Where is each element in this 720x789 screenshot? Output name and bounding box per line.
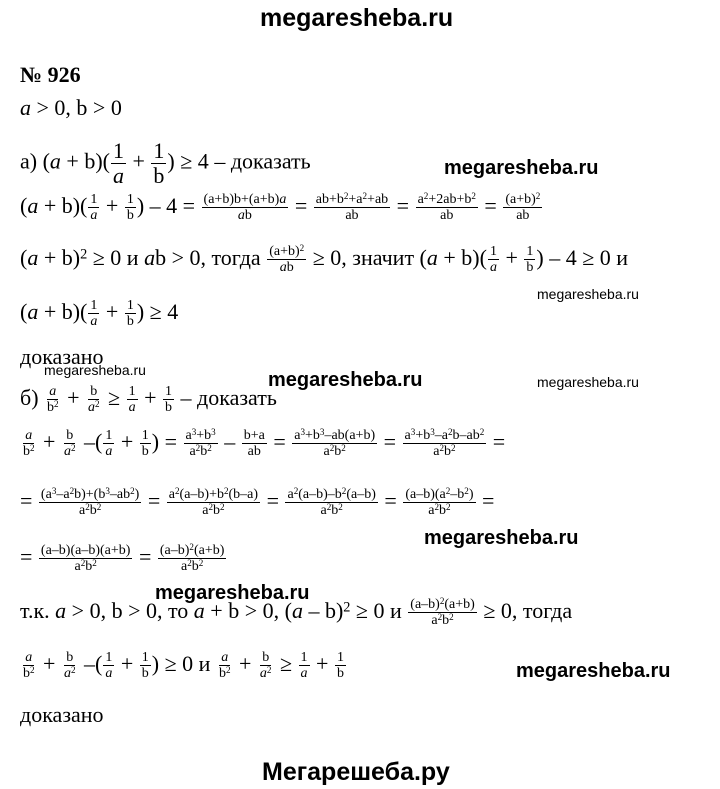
footer-watermark: Мегарешеба.ру xyxy=(262,758,450,786)
inline-watermark-6: megaresheba.ru xyxy=(424,527,579,549)
inline-watermark-1: megaresheba.ru xyxy=(444,157,599,179)
part-b-label: б) xyxy=(20,384,39,410)
part-a-done: доказано xyxy=(20,344,104,369)
inline-watermark-2: megaresheba.ru xyxy=(537,286,639,302)
inline-watermark-7: megaresheba.ru xyxy=(155,582,310,604)
inline-watermark-5: megaresheba.ru xyxy=(537,374,639,390)
part-a-step2: $(a + b)^2 \ge 0$ и ab > 0, тогда $\frac{(a+b)^2}{ab}$ ≥ 0, значит (a + b)( $\frac{1}{a}$ + $\frac{1}{b}$ ) – 4 ≥ 0 и xyxy=(20,242,629,276)
inline-watermark-4: megaresheba.ru xyxy=(268,369,423,391)
part-b-task-word: – доказать xyxy=(180,384,277,410)
part-b-step3: = $\frac{(a-b)(a-b)(a+b)}{a^2b^2}$ = $\frac{(a-b)^2(a+b)}{a^2b^2}$ xyxy=(20,541,225,575)
inline-watermark-8: megaresheba.ru xyxy=(516,660,671,682)
part-b-step4: т.к. a > 0, b > 0, то a + b > 0, (a – b)$^2$ ≥ 0 и $\frac{(a-b)^2(a+b)}{a^2b^2}$ ≥ 0, тогда xyxy=(20,595,573,629)
part-b-step1: $\frac{a}{b^2}$ + $\frac{b}{a^2}$ –( $\frac{1}{a}$ + $\frac{1}{b}$ ) = $\frac{a^3+b^3}{a^2b^2}$ – $\frac{b+a}{ab}$ = $\frac{a^3+b^3-ab(a+b)}{a^2b^2}$ = $\frac{a^3+b^3-a^2b-ab^2}{a^2b^2}$ = xyxy=(23,426,506,460)
part-a-step3: (a + b)( $\frac{1}{a}$ + $\frac{1}{b}$ ) ≥ 4 xyxy=(20,298,179,330)
part-b-step5: $\frac{a}{b^2}$ + $\frac{b}{a^2}$ –( $\frac{1}{a}$ + $\frac{1}{b}$ ) ≥ 0 и $\frac{a}{b^2}$ + $\frac{b}{a^2}$ ≥ $\frac{1}{a}$ + $\frac{1}{b}$ xyxy=(23,650,344,682)
problem-condition: a > 0, b > 0 xyxy=(20,95,122,120)
part-b-statement: б) $\frac{a}{b^2}$ + $\frac{b}{a^2}$ ≥ $\frac{1}{a}$ + $\frac{1}{b}$ – доказать xyxy=(20,384,277,416)
inline-watermark-3: megaresheba.ru xyxy=(44,362,146,378)
part-a-statement: а) (a + b)( $\frac{1}{a}$ + $\frac{1}{b}$ ) ≥ 4 – доказать xyxy=(20,138,311,189)
problem-number: № 926 xyxy=(20,62,81,87)
part-b-done: доказано xyxy=(20,702,104,727)
part-a-label: а) xyxy=(20,148,38,174)
part-a-task-word: – доказать xyxy=(214,148,311,174)
part-a-step1: (a + b)( $\frac{1}{a}$ + $\frac{1}{b}$ ) – 4 = $\frac{(a+b)b+(a+b)a}{ab}$ = $\frac{ab+b^2+a^2+ab}{ab}$ = $\frac{a^2+2ab+b^2}{ab}$ = $\frac{(a+b)^2}{ab}$ xyxy=(20,190,541,224)
part-b-step2: = $\frac{(a^3-a^2b)+(b^3-ab^2)}{a^2b^2}$ = $\frac{a^2(a-b)+b^2(b-a)}{a^2b^2}$ = $\frac{a^2(a-b)-b^2(a-b)}{a^2b^2}$ = $\frac{(a-b)(a^2-b^2)}{a^2b^2}$ = xyxy=(20,485,495,519)
header-watermark: megaresheba.ru xyxy=(260,4,454,32)
